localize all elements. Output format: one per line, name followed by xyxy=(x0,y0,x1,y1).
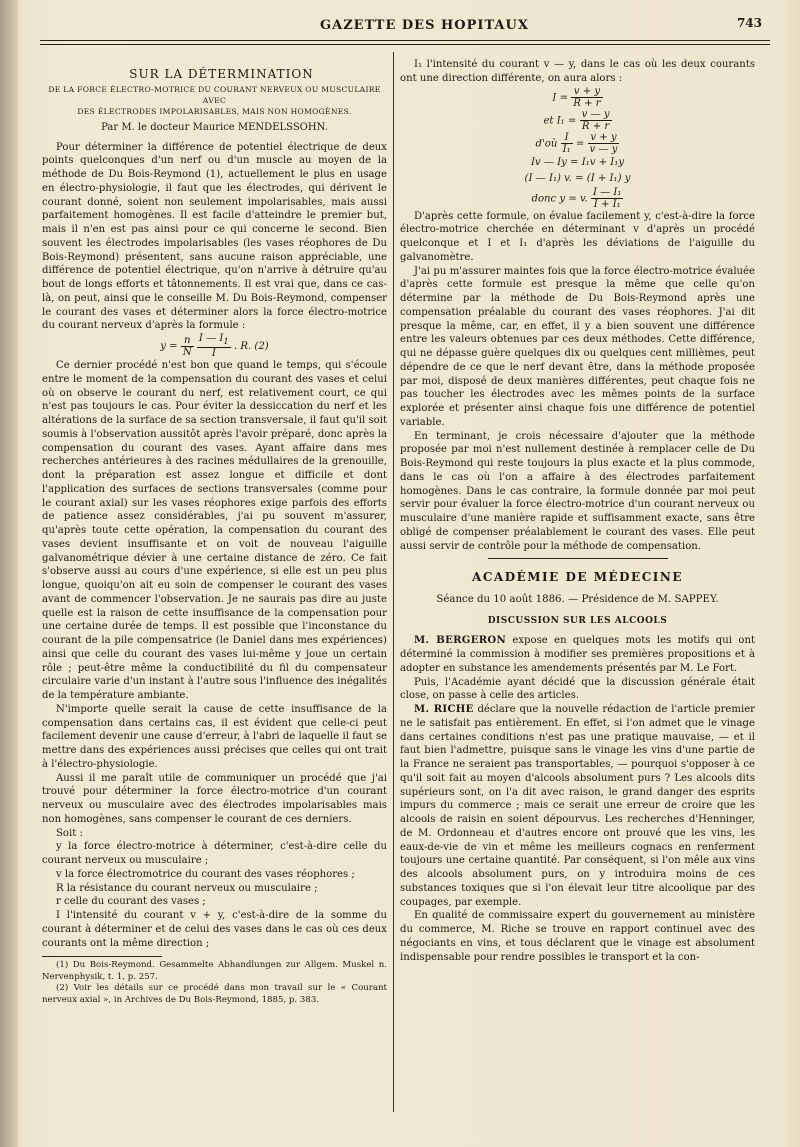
session-line: Séance du 10 août 1886. — Présidence de M. SAPPEY. xyxy=(436,593,719,605)
section-separator xyxy=(400,553,755,567)
equation-left: donc y = v. xyxy=(531,193,588,204)
definition-item: y la force électro-motrice à déterminer, c'est-à-dire celle du courant nerveux ou musculaire ; xyxy=(42,841,387,867)
article-author: Par M. le docteur Maurice MENDELSSOHN. xyxy=(101,121,328,133)
definition-item: r celle du courant des vases ; xyxy=(56,896,206,908)
fraction-denominator: R + r xyxy=(573,97,601,109)
column-divider xyxy=(393,52,394,1112)
page-binding-edge xyxy=(0,0,18,1147)
fraction-numerator: n xyxy=(181,335,194,347)
equation-fraction xyxy=(591,187,624,210)
fraction-numerator: I xyxy=(561,132,573,144)
equation-fraction xyxy=(571,86,602,109)
equation-left: d'où xyxy=(535,138,558,149)
fraction-denominator: I₁ xyxy=(562,143,571,155)
definition-item: v la force électromotrice du courant des vases réophores ; xyxy=(56,868,355,880)
equation-fraction xyxy=(561,132,573,155)
fraction-numerator xyxy=(197,333,231,348)
paragraph: I₁ l'intensité du courant v — y, dans le cas où les deux courants ont une direction différente, on aura alors : xyxy=(400,59,755,84)
discussion-heading: DISCUSSION SUR LES ALCOOLS xyxy=(487,615,668,626)
fraction-numerator: v + y xyxy=(588,132,620,144)
equation-3 xyxy=(400,132,755,155)
equation-left: et I₁ = xyxy=(543,115,577,126)
equation-2 xyxy=(400,109,755,132)
formula-du-bois-reymond xyxy=(42,333,387,359)
fraction-denominator: I xyxy=(211,348,216,360)
paragraph-text: expose en quelques mots les motifs qui ont déterminé la commission à modifier ses premières propositions et à adopter en substance les amendements présentés par M. Le Fort. xyxy=(400,635,755,674)
paragraph: Pour déterminer la différence de potentiel électrique de deux points quelconques d'un nerf ou d'un muscle au moyen de la méthode de Du Bois-Reymond (1), actuellement le plus en usage en électro-physiologie, il faut que les électrodes, qui dérivent le courant donné, soient non seulement impolarisables, mais aussi parfaitement homogènes. Il est facile d'atteindre le premier but, mais il n'en est pas ainsi pour ce qui concerne le second. Bien souvent les électrodes impolarisables (les vases réophores de Du Bois-Reymond) présentent, sans aucune raison appréciable, une différence de potentiel électrique, qu'on n'arrive à détruire qu'au bout de longs efforts et tâtonnements. Il est vrai que, dans ce cas-là, on peut, ainsi que le conseille M. Du Bois-Reymond, compenser le courant des vases et déterminer alors la force électro-motrice du courant nerveux d'après la formule : xyxy=(42,141,387,332)
section-title: ACADÉMIE DE MÉDECINE xyxy=(472,570,683,584)
article-subtitle-2: DES ÉLECTRODES IMPOLARISABLES, MAIS NON HOMOGÈNES. xyxy=(77,106,352,116)
definition-item: I l'intensité du courant v + y, c'est-à-dire de la somme du courant à déterminer et de celui des vases dans le cas où ces deux courants ont la même direction ; xyxy=(42,910,387,949)
fraction-denominator: N xyxy=(182,346,192,358)
equation-fraction xyxy=(580,109,612,132)
page-header xyxy=(20,10,780,48)
paragraph: N'importe quelle serait la cause de cette insuffisance de la compensation dans certains cas, il est évident que celle-ci peut facilement devenir une cause d'erreur, à l'abri de laquelle il faut se mettre dans des expériences aussi précises que celles qui ont trait à l'électro-physiologie. xyxy=(42,703,387,770)
equation-4: Iv — Iy = I₁v + I₁y xyxy=(530,156,625,168)
paragraph: Soit : xyxy=(56,827,83,839)
formula-y: y = xyxy=(160,341,178,353)
subscript: 1 xyxy=(223,336,229,347)
paragraph: Puis, l'Académie ayant décidé que la discussion générale était close, on passe à celle des articles. xyxy=(400,676,755,702)
paragraph: En terminant, je crois nécessaire d'ajouter que la méthode proposée par moi n'est nullement destinée à remplacer celle de Du Bois-Reymond qui reste toujours la plus exacte et la plus commode, dans le cas où l'on a affaire à des électrodes parfaitement homogènes. Dans le cas contraire, la formule donnée par moi peut servir pour évaluer la force électro-motrice d'un courant nerveux ou musculaire d'une manière rapide et suffisamment exacte, sans être obligé de compenser préalablement le courant des vases. Elle peut aussi servir de contrôle pour la méthode de compensation. xyxy=(400,430,755,552)
left-column xyxy=(42,64,387,1006)
footnote: (2) Voir les détails sur ce procédé dans mon travail sur le « Courant nerveux axial », in Archives de Du Bois-Reymond, 1885, p. 383. xyxy=(42,983,387,1005)
fraction-I-I1 xyxy=(197,333,231,359)
paragraph-text: déclare que la nouvelle rédaction de l'article premier ne le satisfait pas entièrement. En effet, si l'on admet que le vinage dans certaines conditions n'est pas une pratique mauvaise, — et il faut bien l'admettre, puisque sans le vinage les vins d'une partie de la France ne seraient pas transportables, — pourquoi s'opposer à ce qu'il soit fait au moyen d'alcools absolument purs ? Les alcools dits supérieurs sont, on l'a dit avec raison, le grand danger des esprits impurs du commerce ; mais ce serait une erreur de croire que les alcools de raisin en soient dépourvus. Les recherches d'Henninger, de M. Ordonneau et d'autres encore ont prouvé que les vins, les eaux-de-vie de vin et même les meilleurs cognacs en renferment toujours une certaine quantité. Par conséquent, si l'on mêle aux vins des alcools absolument purs, on y introduira moins de ces substances toxiques que si l'on élevait leur titre alcoolique par des coupages, par exemple. xyxy=(400,704,755,908)
definition-item: R la résistance du courant nerveux ou musculaire ; xyxy=(56,882,318,894)
paragraph xyxy=(400,703,755,909)
equation-1 xyxy=(400,86,755,109)
footnote-rule xyxy=(42,956,162,957)
fraction-n-N xyxy=(181,335,194,358)
speaker-name: M. BERGERON xyxy=(414,635,506,647)
equation-fraction xyxy=(588,132,620,155)
paragraph: J'ai pu m'assurer maintes fois que la force électro-motrice évaluée d'après cette formule est presque la même que celle qu'on détermine par la méthode de Du Bois-Reymond après une compensation préalable du courant des vases réophores. J'ai dit presque la même, car, en effet, il y a bien souvent une différence entre les valeurs obtenues par ces deux méthodes. Cette différence, qui ne dépasse guère quelques dix ou quelques cent millièmes, peut dépendre de ce que le nerf devant être, dans la méthode proposée par moi, disposé de deux manières différentes, peut chaque fois ne pas toucher les électrodes avec les mêmes points de la surface explorée et présenter ainsi chaque fois une différence de potentiel variable. xyxy=(400,265,755,428)
equation-6 xyxy=(400,187,755,210)
fraction-numerator: I — I₁ xyxy=(592,186,622,198)
formula-r-ref: . R. (2) xyxy=(234,341,269,353)
article-subtitle-1: DE LA FORCE ÉLECTRO-MOTRICE DU COURANT NERVEUX OU MUSCULAIRE AVEC xyxy=(48,84,381,105)
paragraph: Aussi il me paraît utile de communiquer un procédé que j'ai trouvé pour déterminer la force électro-motrice d'un courant nerveux ou musculaire avec des électrodes impolarisables mais non homogènes, sans compenser le courant de ces derniers. xyxy=(42,772,387,825)
header-rule xyxy=(40,40,770,41)
equals-sign: = xyxy=(575,138,585,149)
article-title: SUR LA DÉTERMINATION xyxy=(129,67,314,81)
paragraph: En qualité de commissaire expert du gouvernement au ministère du commerce, M. Riche se trouve en rapport continuel avec des négociants en vins, et tous déclarent que le vinage est absolument indispensable pour rendre possibles le transport et la con- xyxy=(400,910,755,963)
paragraph xyxy=(400,634,755,675)
fraction-denominator: R + r xyxy=(581,120,610,132)
numerator-text: I — I xyxy=(198,333,224,344)
equation-left: I = xyxy=(552,92,569,103)
page-number: 743 xyxy=(736,16,762,30)
paragraph: D'après cette formule, on évalue facilement y, c'est-à-dire la force électro-motrice cherchée en déterminant v d'après un procédé quelconque et I et I₁ d'après les déviations de l'aiguille du galvanomètre. xyxy=(400,210,755,263)
right-column xyxy=(400,58,755,964)
fraction-numerator: v + y xyxy=(571,86,602,98)
footnote: (1) Du Bois-Reymond. Gesammelte Abhandlungen zur Allgem. Muskel n. Nervenphysik, t. 1, p. 257. xyxy=(42,960,387,982)
fraction-denominator: I + I₁ xyxy=(593,198,621,210)
fraction-denominator: v — y xyxy=(589,143,618,155)
fraction-numerator: v — y xyxy=(581,108,610,120)
equation-5: (I — I₁) v. = (I + I₁) y xyxy=(524,172,631,184)
journal-title: GAZETTE DES HOPITAUX xyxy=(320,18,529,33)
paragraph: Ce dernier procédé n'est bon que quand le temps, qui s'écoule entre le moment de la compensation du courant des vases et celui où on observe le courant du nerf, est relativement court, ce qui n'est pas toujours le cas. Pour éviter la dessiccation du nerf et les altérations de la surface de sa section transversale, il faut qu'il soit soumis à l'observation aussitôt après l'avoir préparé, donc après la compensation du courant des vases. Ayant affaire dans mes recherches antérieures à des racines médullaires de la grenouille, dont la préparation est assez longue et difficile et dont l'application des surfaces de sections transversales (comme pour le courant axial) sur les vases réophores exige parfois des efforts de patience assez considérables, j'ai pu souvent m'assurer, qu'après toute cette opération, la compensation du courant des vases devient insuffisante et on voit de nouveau l'aiguille galvanométrique dévier à une certaine distance de zéro. Ce fait s'observe aussi au cours d'une expérience, si elle est un peu plus longue, quoiqu'on ait eu soin de compenser le courant des vases avant de commencer l'observation. Je ne saurais pas dire au juste quelle est la raison de cette insuffisance de la compensation pour une certaine durée de temps. Il est possible que l'inconstance du courant de la pile compensatrice (le Daniel dans mes expériences) ainsi que celle du courant des vases lui-même y joue un certain rôle ; peut-être même la conductibilité du fil du compensateur circulaire varie d'un instant à l'autre sous l'influence des inégalités de la température ambiante. xyxy=(42,360,387,702)
speaker-name: M. RICHE xyxy=(414,704,474,715)
header-rule-thin xyxy=(40,44,770,45)
